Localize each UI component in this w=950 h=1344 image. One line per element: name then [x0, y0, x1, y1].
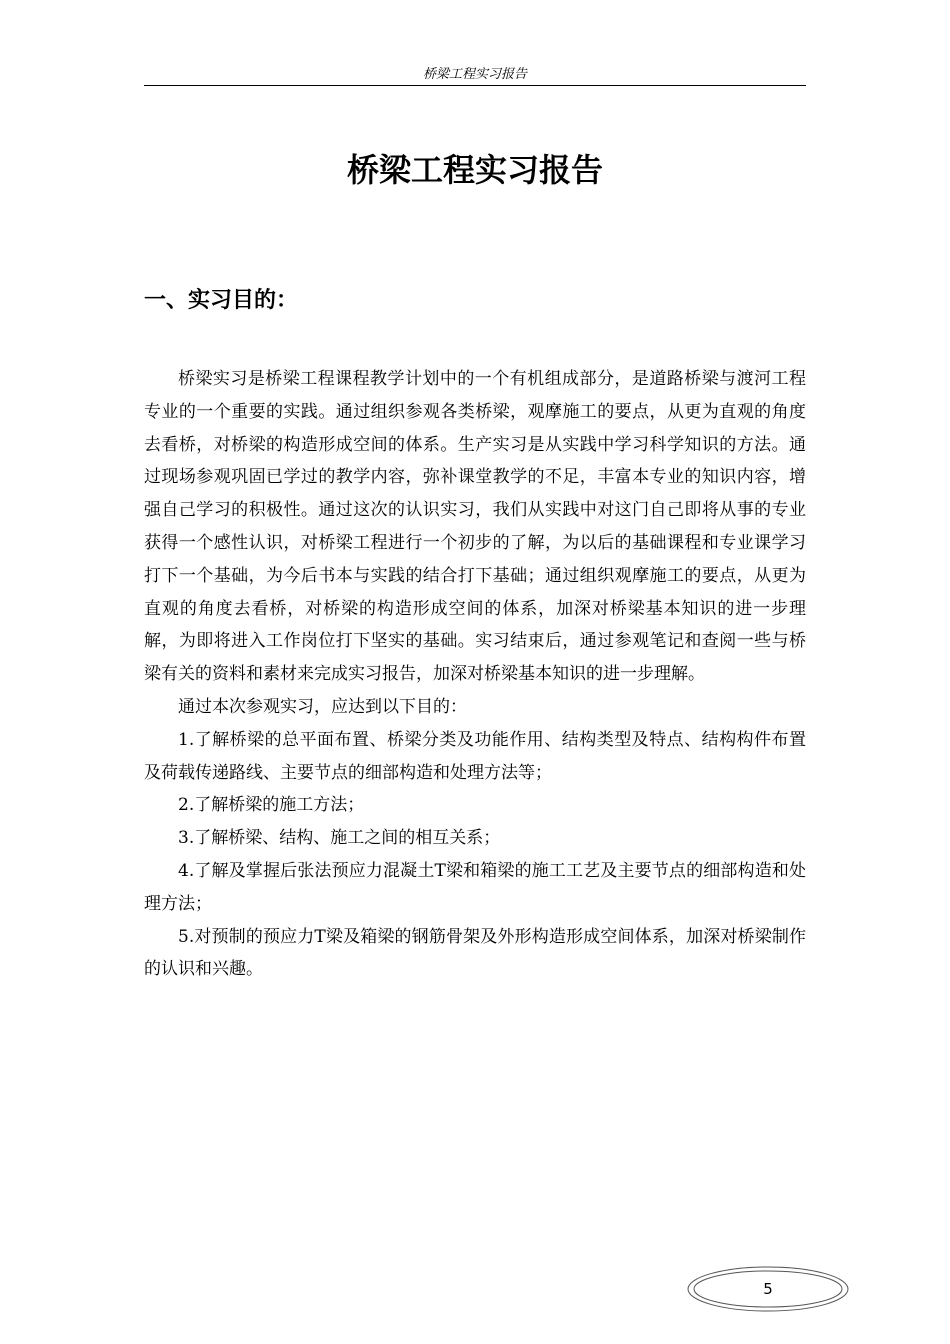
running-header: 桥梁工程实习报告	[422, 67, 527, 82]
objective-item-5: 5.对预制的预应力T梁及箱梁的钢筋骨架及外形构造形成空间体系，加深对桥梁制作的认识和兴趣。	[144, 926, 806, 980]
body-text	[144, 363, 806, 986]
section-heading: 一、实习目的：	[144, 288, 299, 313]
objective-item-2: 2.了解桥梁的施工方法；	[178, 795, 365, 816]
page-number: 5	[763, 1280, 773, 1298]
objective-item-4: 4.了解及掌握后张法预应力混凝土T梁和箱梁的施工工艺及主要节点的细部构造和处理方法；	[144, 860, 806, 914]
header-rule	[144, 85, 806, 86]
page-number-badge	[686, 1265, 850, 1313]
paragraph-objectives-lead: 通过本次参观实习，应达到以下目的：	[178, 696, 467, 717]
document-title: 桥梁工程实习报告	[346, 151, 603, 189]
objective-item-1: 1.了解桥梁的总平面布置、桥梁分类及功能作用、结构类型及特点、结构构件布置及荷载传递路线、主要节点的细部构造和处理方法等；	[144, 729, 806, 783]
paragraph-intro: 桥梁实习是桥梁工程课程教学计划中的一个有机组成部分，是道路桥梁与渡河工程专业的一个重要的实践。通过组织参观各类桥梁，观摩施工的要点，从更为直观的角度去看桥，对桥梁的构造形成空间的体系。生产实习是从实践中学习科学知识的方法。通过现场参观巩固已学过的教学内容，弥补课堂教学的不足，丰富本专业的知识内容，增强自己学习的积极性。通过这次的认识实习，我们从实践中对这门自己即将从事的专业获得一个感性认识，对桥梁工程进行一个初步的了解，为以后的基础课程和专业课学习打下一个基础，为今后书本与实践的结合打下基础；通过组织观摩施工的要点，从更为直观的角度去看桥，对桥梁的构造形成空间的体系，加深对桥梁基本知识的进一步理解，为即将进入工作岗位打下坚实的基础。实习结束后，通过参观笔记和查阅一些与桥梁有关的资料和素材来完成实习报告，加深对桥梁基本知识的进一步理解。	[144, 369, 806, 685]
objective-item-3: 3.了解桥梁、结构、施工之间的相互关系；	[178, 828, 501, 849]
